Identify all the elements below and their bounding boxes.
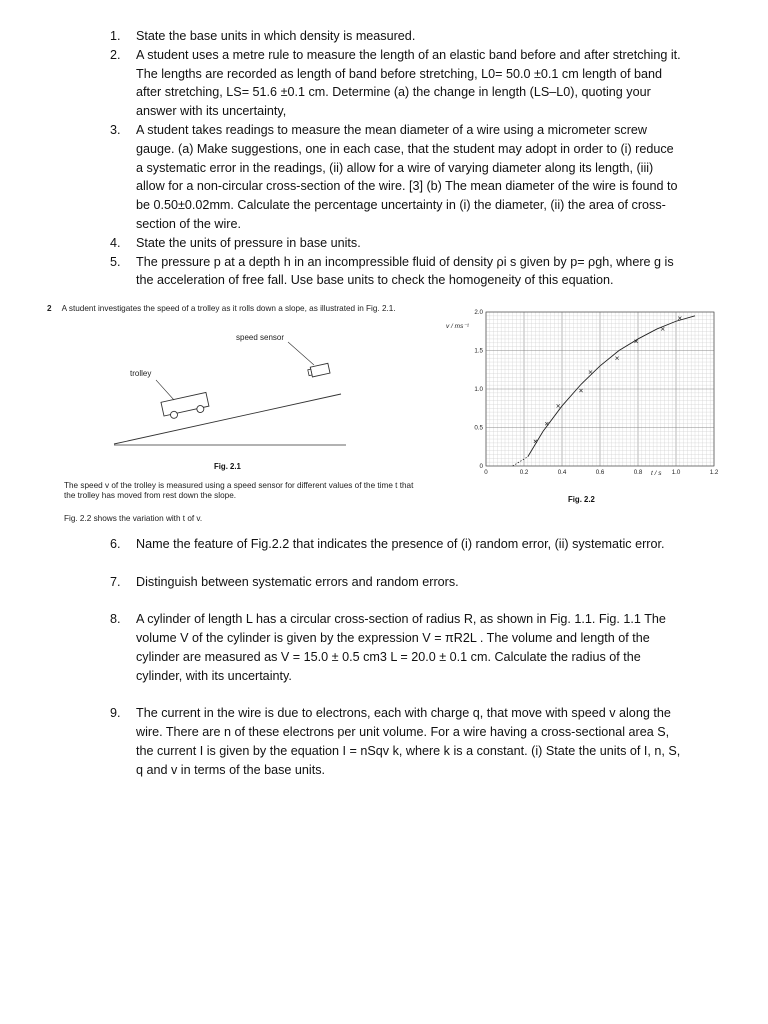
- question-number: 3.: [110, 122, 121, 137]
- question-text: Distinguish between systematic errors and random errors.: [136, 574, 459, 589]
- question-text: The pressure p at a depth h in an incompressible fluid of density ρi s given by p= ρgh, where g is the acceleration of free fall. Use base units to check the homogeneity of this equation.: [136, 254, 674, 288]
- question-number: 9.: [110, 706, 121, 721]
- question-text: Name the feature of Fig.2.2 that indicates the presence of (i) random error, (ii) systematic error.: [136, 537, 665, 551]
- velocity-time-graph: [440, 302, 730, 502]
- question-text: State the units of pressure in base units.: [136, 235, 361, 250]
- data-point: [661, 327, 664, 330]
- trolley-label-leader: [156, 380, 174, 400]
- figure-paragraph-1: The speed v of the trolley is measured using a speed sensor for different values of the time t that the trolley has moved from rest down the slope.: [64, 481, 414, 500]
- question-4: [0, 234, 681, 253]
- question-number: 4.: [110, 235, 121, 250]
- x-tick-label: 0.8: [633, 469, 643, 476]
- figure-question-text: A student investigates the speed of a trolley as it rolls down a slope, as illustrated in Fig. 2.1.: [61, 304, 396, 313]
- y-tick-label: 1.5: [474, 347, 483, 355]
- x-tick-label: 0: [484, 469, 488, 476]
- question-number: 6.: [110, 537, 121, 551]
- question-number: 5.: [110, 254, 121, 269]
- question-3: [0, 121, 681, 234]
- question-8: [0, 610, 681, 685]
- graph-tick-labels: [474, 309, 718, 476]
- question-5: [0, 253, 681, 291]
- x-tick-label: 1.0: [671, 469, 681, 476]
- question-text: A student takes readings to measure the mean diameter of a wire using a micrometer screw gauge. (a) Make suggestions, one in each case, that the student may adopt in order to (i) reduce a systematic error in the readings, (ii) allow for a wire of varying diameter along its length, (iii) allow for a non-circular cross-section of the wire. [3] (b) The mean diameter of the wire is found to be 0.50±0.02mm. Calculate the percentage uncertainty in (i) the diameter, (ii) the area of cross-section of the wire.: [136, 122, 678, 231]
- speed-sensor-icon: [307, 363, 330, 377]
- question-text: The current in the wire is due to electrons, each with charge q, that move with speed v along the wire. There are n of these electrons per unit volume. For a wire having a cross-sectional area S, the current I is given by the equation I = nSqv k, where k is a constant. (i) State the units of I, n, S, q and v in terms of the base units.: [136, 706, 681, 777]
- fig2-caption: Fig. 2.2: [568, 495, 595, 504]
- question-list-bottom: [0, 535, 768, 798]
- graph-x-label: t / s: [651, 470, 662, 477]
- question-6: [0, 535, 681, 554]
- question-number: 1.: [110, 29, 121, 43]
- question-text: State the base units in which density is measured.: [136, 29, 416, 43]
- speed-sensor-label: speed sensor: [236, 333, 285, 342]
- figure-question-number: 2: [47, 304, 52, 313]
- question-text: A student uses a metre rule to measure the length of an elastic band before and after stretching it. The lengths are recorded as length of band before stretching, L0= 50.0 ±0.1 cm length of band after stretching, LS= 51.6 ±0.1 cm. Determine (a) the change in length (LS–L0), quoting your answer with its uncertainty,: [136, 47, 681, 119]
- question-text: A cylinder of length L has a circular cross-section of radius R, as shown in Fig. 1.1. Fig. 1.1 The volume V of the cylinder is given by the expression V = πR2L . The volume and length of the cylinder are measured as V = 15.0 ± 0.5 cm3 L = 20.0 ± 0.1 cm. Calculate the radius of the cylinder, with its uncertainty.: [136, 612, 666, 683]
- question-number: 7.: [110, 574, 121, 589]
- y-tick-label: 1.0: [474, 386, 483, 393]
- x-tick-label: 1.2: [709, 469, 719, 476]
- question-9: [0, 704, 681, 779]
- x-tick-label: 0.4: [557, 469, 567, 476]
- question-number: 8.: [110, 612, 121, 627]
- question-7: [0, 573, 681, 592]
- trolley-label: trolley: [130, 369, 152, 378]
- slope-line: [114, 394, 341, 444]
- question-1: [0, 27, 681, 46]
- slope-diagram: [106, 320, 356, 450]
- trolley-icon: [161, 392, 210, 420]
- data-point: [589, 370, 592, 373]
- figure-block: [0, 296, 768, 528]
- x-tick-label: 0.6: [595, 469, 605, 476]
- fig1-caption: Fig. 2.1: [214, 462, 241, 471]
- graph-grid: [486, 312, 714, 466]
- sensor-label-leader: [288, 342, 314, 365]
- x-tick-label: 0.2: [519, 469, 529, 476]
- question-list-top: [0, 27, 768, 290]
- question-2: [0, 46, 681, 121]
- question-number: 2.: [110, 47, 121, 62]
- y-tick-label: 2.0: [474, 309, 483, 316]
- graph-y-label: v / ms⁻¹: [446, 323, 469, 330]
- figure-paragraph-2: Fig. 2.2 shows the variation with t of v.: [64, 514, 203, 523]
- y-tick-label: 0.5: [474, 424, 483, 432]
- figure-question-heading: [47, 304, 396, 313]
- y-tick-label: 0: [479, 463, 483, 470]
